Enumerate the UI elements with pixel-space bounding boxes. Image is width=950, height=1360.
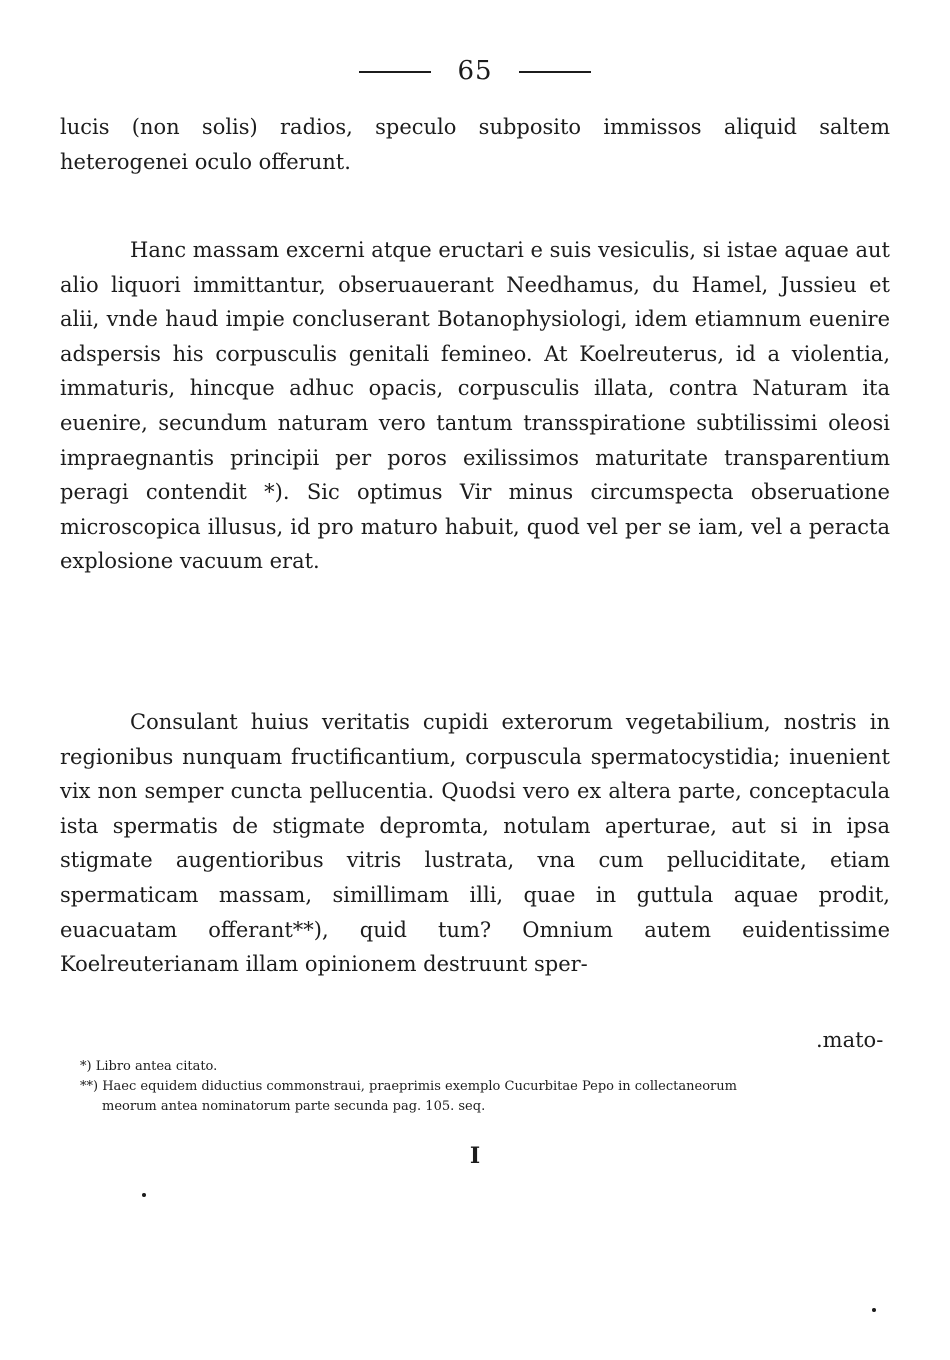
ink-speck <box>142 1193 146 1197</box>
paragraph-1: lucis (non solis) radios, speculo subposito immissos aliquid saltem heterogenei oculo offerunt. <box>60 115 890 174</box>
footnote-2-line-1: **) Haec equidem diductius commonstraui, praeprimis exemplo Cucurbitae Pepo in collectaneorum <box>80 1079 737 1094</box>
paragraph-3: Consulant huius veritatis cupidi exterorum vegetabilium, nostris in regionibus nunquam fructificantium, corpuscula spermatocystidia; inuenient vix non semper cuncta pellucentia. Quodsi vero ex altera parte, conceptacula ista spermatis de stigmate depromta, notulam aperturae, aut si in ipsa stigmate augentioribus vitris lustrata, vna cum pelluciditate, etiam spermaticam massam, simillimam illi, quae in guttula aquae prodit, euacuatam offerant**), quid tum? Omnium autem euidentissime Koelreuterianam illam opinionem destruunt sper- <box>60 710 890 977</box>
footnote-2 <box>80 1077 890 1117</box>
header-rule-right <box>519 71 591 73</box>
page-number: 65 <box>457 56 493 86</box>
page-header <box>0 56 950 86</box>
footnotes <box>80 1057 890 1117</box>
catchword: .mato- <box>816 1028 884 1052</box>
footnote-1: *) Libro antea citato. <box>80 1059 218 1074</box>
header-rule-left <box>359 71 431 73</box>
ink-speck <box>872 1308 876 1312</box>
footnote-2-line-2: meorum antea nominatorum parte secunda pag. 105. seq. <box>102 1099 486 1114</box>
signature-mark: I <box>469 1143 481 1169</box>
paragraph-2: Hanc massam excerni atque eructari e suis vesiculis, si istae aquae aut alio liquori immittantur, obseruauerant Needhamus, du Hamel, Jussieu et alii, vnde haud impie concluserant Botanophysiologi, idem etiamnum euenire adspersis his corpusculis genitali femineo. At Koelreuterus, id a violentia, immaturis, hincque adhuc opacis, corpusculis illata, contra Naturam ita euenire, secundum naturam vero tantum transspiratione subtilissimi oleosi impraegnantis principii per poros exilissimos maturitate transparentium peragi contendit *). Sic optimus Vir minus circumspecta obseruatione microscopica illusus, id pro maturo habuit, quod vel per se iam, vel a peracta explosione vacuum erat. <box>60 238 890 574</box>
